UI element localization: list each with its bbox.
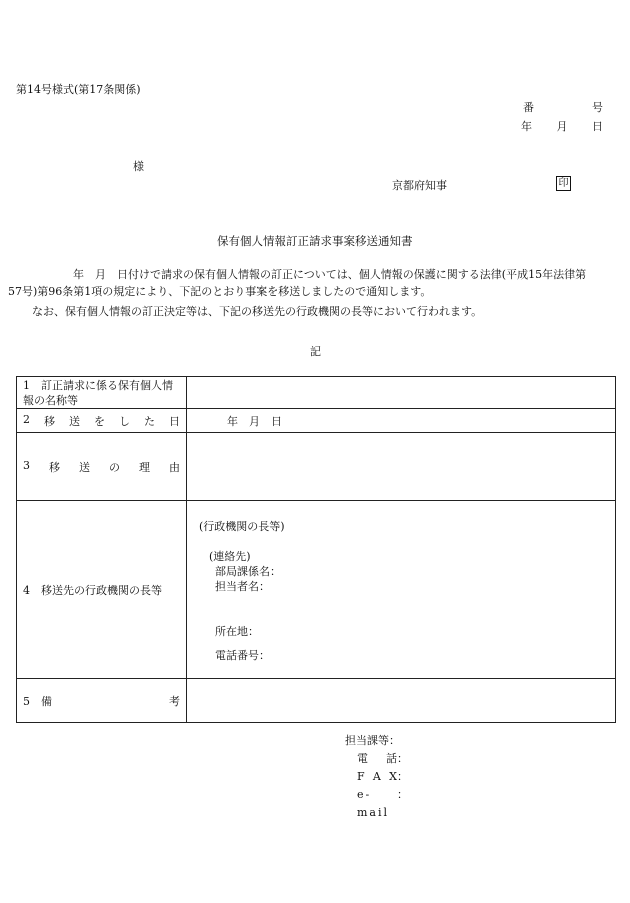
value-target-info — [187, 377, 616, 409]
row-number: 4 — [23, 583, 30, 597]
row-label-transfer-date: 2 移 送 を し た 日 — [17, 409, 187, 433]
contact-phone: 電 話 ： — [357, 752, 408, 765]
value-transfer-date: 年 月 日 — [187, 409, 616, 433]
row-number: 2 — [23, 412, 30, 426]
value-remarks — [187, 679, 616, 723]
body-paragraph-1 — [8, 266, 620, 300]
table-row — [17, 409, 616, 433]
number-char: 番 — [523, 101, 534, 114]
row-label-text: 移送先の行政機関の長等 — [41, 583, 162, 597]
contact-fax: F A X ： — [357, 770, 408, 783]
date-month: 月 — [556, 120, 568, 133]
body-line: 年 月 日付けで請求の保有個人情報の訂正については、個人情報の保護に関する法律(平成15年法律第 — [62, 268, 587, 281]
sender-title: 京都府知事 — [392, 179, 447, 192]
row-label-remarks: 5 備 考 — [17, 679, 187, 723]
dept-label: 部局課係名： — [215, 565, 281, 578]
row-label-text: 報の名称等 — [23, 393, 78, 407]
contact-email: e-mail ： — [357, 788, 408, 819]
table-row — [17, 501, 616, 679]
document-date — [521, 118, 603, 134]
address-label: 所在地： — [215, 625, 259, 638]
document-title: 保有個人情報訂正請求事案移送通知書 — [217, 234, 413, 248]
contact-block — [345, 732, 408, 822]
contact-label: 担当課等： — [345, 734, 400, 747]
details-table — [16, 376, 616, 723]
value-transfer-reason — [187, 433, 616, 501]
table-row — [17, 377, 616, 409]
row-label-transfer-reason: 3 移 送 の 理 由 — [17, 433, 187, 501]
person-label: 担当者名： — [215, 580, 270, 593]
table-row — [17, 433, 616, 501]
row-number: 5 — [23, 694, 30, 708]
row-number: 3 — [23, 458, 30, 472]
row-label-target-info — [17, 377, 187, 409]
value-destination — [187, 501, 616, 679]
seal-stamp: 印 — [556, 176, 571, 191]
body-line: 57号)第96条第1項の規定により、下記のとおり事案を移送しましたので通知します。 — [8, 285, 432, 298]
row-label-destination — [17, 501, 187, 679]
number-char: 号 — [592, 101, 603, 114]
destination-head: (行政機関の長等) — [199, 520, 285, 533]
row-label-text: 訂正請求に係る保有個人情 — [41, 378, 173, 392]
addressee-suffix: 様 — [133, 160, 144, 173]
seal-mark — [556, 176, 571, 191]
table-row — [17, 679, 616, 723]
body-paragraph-2: なお、保有個人情報の訂正決定等は、下記の移送先の行政機関の長等において行われます。 — [32, 305, 483, 318]
form-label: 第14号様式(第17条関係) — [16, 83, 141, 96]
document-number — [523, 99, 603, 115]
date-year: 年 — [521, 120, 532, 133]
contact-heading: (連絡先) — [209, 550, 251, 563]
ki-heading: 記 — [310, 345, 321, 358]
date-day: 日 — [592, 120, 603, 133]
phone-label: 電話番号： — [215, 649, 270, 662]
row-number: 1 — [23, 378, 30, 392]
